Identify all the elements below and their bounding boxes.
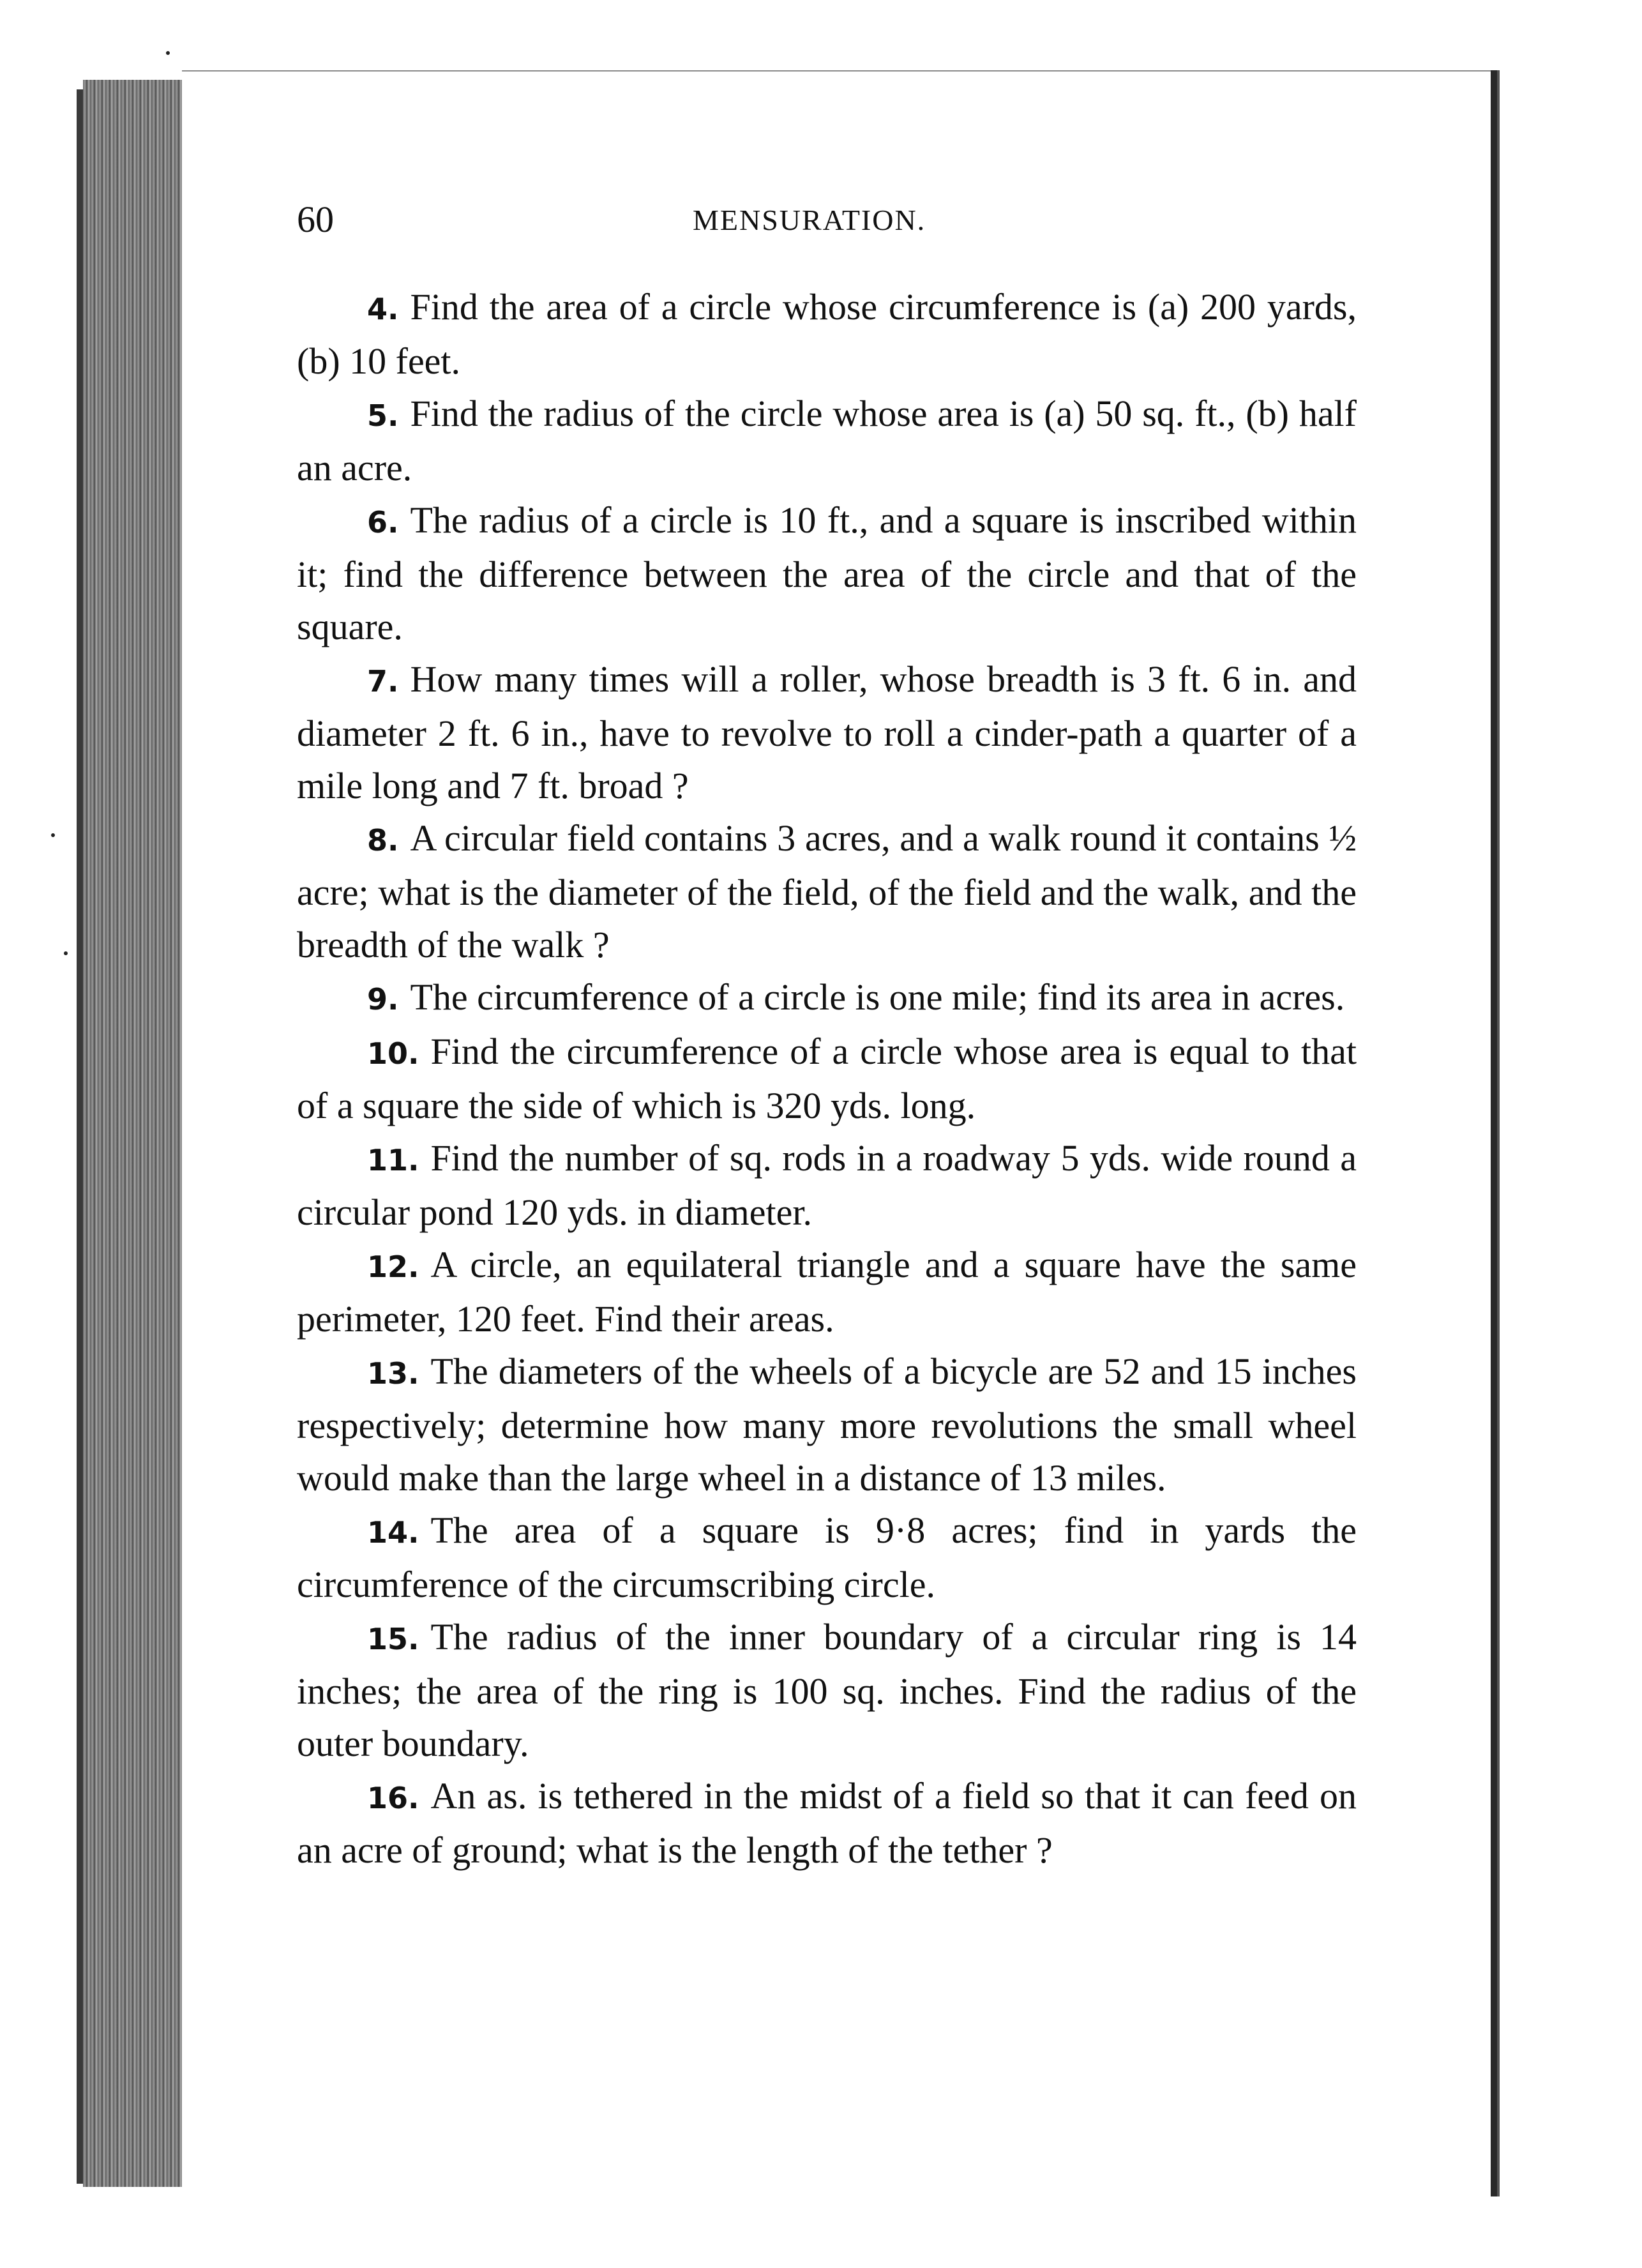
problem-text: Find the area of a circle whose circumference is (a) 200 yards, (b) 10 feet. xyxy=(297,286,1357,382)
problem-text: The area of a square is 9·8 acres; find in yards the circumference of the circumscribing circle. xyxy=(297,1509,1357,1605)
problem-text: Find the number of sq. rods in a roadway 5 yds. wide round a circular pond 120 yds. in diameter. xyxy=(297,1137,1357,1233)
problem-text: The diameters of the wheels of a bicycle are 52 and 15 inches respectively; determine how many more revolutions the small wheel would make than the large wheel in a distance of 13 miles. xyxy=(297,1350,1357,1499)
facing-page xyxy=(1497,70,1642,2196)
problem-number: 6. xyxy=(367,505,399,540)
problem-number: 12. xyxy=(367,1250,419,1284)
problem-item xyxy=(297,1345,1357,1504)
problem-item xyxy=(297,494,1357,653)
problem-number: 5. xyxy=(367,398,399,433)
problem-number: 7. xyxy=(367,664,399,699)
problem-number: 16. xyxy=(367,1781,419,1815)
problem-item xyxy=(297,1239,1357,1345)
page-edges xyxy=(83,80,185,2187)
problem-item xyxy=(297,653,1357,812)
problem-item xyxy=(297,1611,1357,1770)
problem-number: 15. xyxy=(367,1622,419,1656)
page-header xyxy=(297,198,1369,249)
scan-speck xyxy=(51,833,55,837)
scan-speck xyxy=(166,51,170,55)
problem-number: 8. xyxy=(367,823,399,858)
problem-text: The circumference of a circle is one mile; find its area in acres. xyxy=(410,976,1345,1018)
page-gutter xyxy=(1491,70,1497,2196)
problem-item xyxy=(297,388,1357,494)
page-number: 60 xyxy=(297,199,334,240)
problem-number: 11. xyxy=(367,1143,419,1177)
problem-item xyxy=(297,971,1357,1025)
problem-text: The radius of the inner boundary of a circular ring is 14 inches; the area of the ring is 100 sq. inches. Find the radius of the outer boundary. xyxy=(297,1616,1357,1764)
problem-text: Find the circumference of a circle whose area is equal to that of a square the side of which is 320 yds. long. xyxy=(297,1031,1357,1126)
problem-text: The radius of a circle is 10 ft., and a square is inscribed within it; find the difference between the area of the circle and that of the square. xyxy=(297,499,1357,647)
problem-item xyxy=(297,1025,1357,1132)
problem-number: 4. xyxy=(367,292,399,326)
problem-text: Find the radius of the circle whose area is (a) 50 sq. ft., (b) half an acre. xyxy=(297,393,1357,488)
problem-item xyxy=(297,1132,1357,1239)
problem-text: How many times will a roller, whose breadth is 3 ft. 6 in. and diameter 2 ft. 6 in., have to revolve to roll a cinder-path a quarter of a mile long and 7 ft. broad ? xyxy=(297,658,1357,806)
problem-item xyxy=(297,1770,1357,1877)
running-head: MENSURATION. xyxy=(693,204,926,236)
problem-text: A circle, an equilateral triangle and a square have the same perimeter, 120 feet. Find their areas. xyxy=(297,1244,1357,1340)
problem-number: 14. xyxy=(367,1515,419,1550)
problem-text: An as. is tethered in the midst of a field so that it can feed on an acre of ground; what is the length of the tether ? xyxy=(297,1775,1357,1871)
problem-item xyxy=(297,281,1357,388)
scan-speck xyxy=(64,951,68,955)
problem-number: 13. xyxy=(367,1356,419,1391)
problem-list xyxy=(297,281,1357,1877)
problem-text: A circular field contains 3 acres, and a walk round it contains ½ acre; what is the diameter of the field, of the field and the walk, and the breadth of the walk ? xyxy=(297,817,1357,965)
problem-number: 9. xyxy=(367,982,399,1017)
problem-item xyxy=(297,1504,1357,1611)
problem-number: 10. xyxy=(367,1036,419,1071)
problem-item xyxy=(297,812,1357,971)
